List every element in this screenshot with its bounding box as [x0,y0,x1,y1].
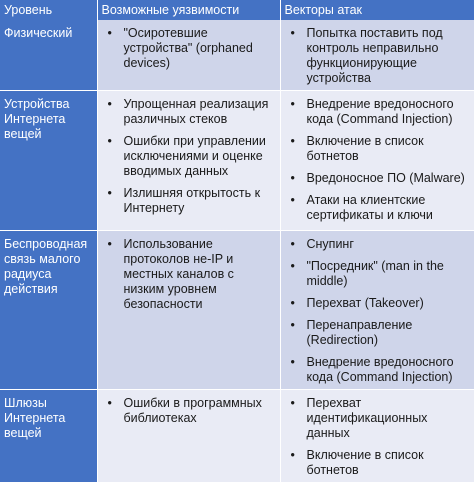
list-item [285,355,471,385]
list-item-text: Снупинг [306,237,354,251]
bullet-icon: • [107,26,112,40]
vectors-list [285,237,471,385]
vulnerabilities-cell [97,91,280,231]
list-item [102,396,276,426]
vectors-cell [280,390,474,483]
list-item [285,296,471,311]
list-item [285,237,471,252]
bullet-icon: • [290,26,295,40]
bullet-icon: • [290,318,295,332]
vectors-cell [280,20,474,91]
bullet-icon: • [290,355,295,369]
list-item-text: Излишняя открытость к Интернету [123,186,261,215]
header-vulnerabilities: Возможные уязвимости [97,0,280,20]
vulnerabilities-cell [97,390,280,483]
list-item [285,396,471,441]
bullet-icon: • [290,171,295,185]
bullet-icon: • [107,134,112,148]
vectors-cell [280,231,474,390]
list-item-text: Ошибки при управлении исключениями и оценке вводимых данных [123,134,266,178]
list-item [285,26,471,86]
table-row [0,390,474,483]
list-item [102,134,276,179]
list-item-text: Внедрение вредоносного кода (Command Injection) [306,355,454,384]
vulnerabilities-list [102,26,276,71]
list-item-text: Использование протоколов не-IP и местных каналов с низким уровнем безопасности [123,237,234,311]
bullet-icon: • [107,97,112,111]
table-row [0,231,474,390]
list-item [102,97,276,127]
list-item-text: Попытка поставить под контроль неправильно функционирующие устройства [306,26,443,85]
list-item-text: Перенаправление (Redirection) [306,318,413,347]
header-vectors: Векторы атак [280,0,474,20]
list-item-text: Внедрение вредоносного кода (Command Injection) [306,97,454,126]
list-item-text: "Посредник" (man in the middle) [306,259,444,288]
bullet-icon: • [290,237,295,251]
vectors-cell [280,91,474,231]
list-item [102,26,276,71]
level-cell: Физический [0,20,97,91]
header-level: Уровень [0,0,97,20]
list-item-text: Атаки на клиентские сертификаты и ключи [306,193,433,222]
bullet-icon: • [290,396,295,410]
list-item [285,448,471,478]
vectors-list [285,396,471,478]
list-item-text: Включение в список ботнетов [306,134,424,163]
vulnerabilities-list [102,97,276,216]
vulnerabilities-list [102,396,276,426]
bullet-icon: • [290,448,295,462]
list-item [285,134,471,164]
bullet-icon: • [290,134,295,148]
list-item-text: Ошибки в программных библиотеках [123,396,262,425]
table-row [0,20,474,91]
bullet-icon: • [107,186,112,200]
level-cell: Беспроводная связь малого радиуса действия [0,231,97,390]
list-item-text: Упрощенная реализация различных стеков [123,97,269,126]
bullet-icon: • [290,296,295,310]
list-item [102,186,276,216]
vectors-list [285,97,471,223]
table-body [0,20,474,483]
list-item-text: "Осиротевшие устройства" (orphaned devices) [123,26,253,70]
vulnerabilities-list [102,237,276,312]
vulnerabilities-cell [97,231,280,390]
list-item [285,97,471,127]
list-item [102,237,276,312]
table-row [0,91,474,231]
vulnerabilities-cell [97,20,280,91]
bullet-icon: • [290,193,295,207]
level-cell: Устройства Интернета вещей [0,91,97,231]
list-item [285,318,471,348]
bullet-icon: • [107,237,112,251]
list-item [285,193,471,223]
level-cell: Шлюзы Интернета вещей [0,390,97,483]
list-item-text: Перехват (Takeover) [306,296,424,310]
header-row [0,0,474,20]
list-item-text: Перехват идентификационных данных [306,396,428,440]
bullet-icon: • [290,97,295,111]
list-item-text: Включение в список ботнетов [306,448,424,477]
vectors-list [285,26,471,86]
list-item [285,259,471,289]
list-item-text: Вредоносное ПО (Malware) [306,171,465,185]
bullet-icon: • [290,259,295,273]
bullet-icon: • [107,396,112,410]
list-item [285,171,471,186]
